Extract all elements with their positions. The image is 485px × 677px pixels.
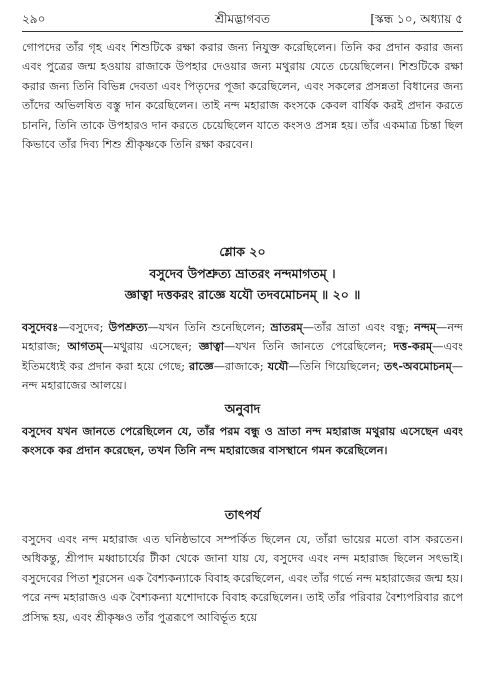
- synonym-term: তৎ-অবমোচনম্: [384, 358, 452, 373]
- synonym-term: যযৌ: [267, 358, 289, 373]
- synonym-meaning: —মথুরায় এসেছেন;: [102, 340, 199, 354]
- purport-title: তাৎপর্য: [224, 507, 261, 522]
- intro-paragraph: গোপদের তাঁর গৃহ এবং শিশুটিকে রক্ষা করার জন্য নিযুক্ত করেছিলেন। তিনি কর প্রদান করার জন্য এবং পুত্রের জন্ম হওয়ায় রাজাকে উপহার দেওয়ার জন্য মথুরায় যেতে চেয়েছিলেন। শিশুটিকে রক্ষা করার জন্য তিনি বিভিন্ন দেবতা এবং পিতৃদের পূজা করেছিলেন, এবং সকলের প্রসন্নতা বিধানের জন্য তাঁদের অভিলষিত বস্তু দান করেছিলেন। তাই নন্দ মহারাজ কংসকে কেবল বার্ষিক করই প্রদান করতে চাননি, তিনি তাকে উপহারও দান করতে চেয়েছিলেন যাতে কংসও প্রসন্ন হয়। তাঁর একমাত্র চিন্তা ছিল কিভাবে তাঁর দিব্য শিশু শ্রীকৃষ্ণকে তিনি রক্ষা করবেন।: [22, 41, 463, 152]
- purport-text: বসুদেব এবং নন্দ মহারাজ এত ঘনিষ্ঠভাবে সম্পর্কিত ছিলেন যে, তাঁরা ভায়ের মতো বাস করতেন। অধিকন্তু, শ্রীপাদ মধ্বাচার্যের টীকা থেকে জানা যায় যে, বসুদেব এবং নন্দ মহারাজ ছিলেন সৎভাই। বসুদেবের পিতা শূরসেন এক বৈশ্যকন্যাকে বিবাহ করেছিলেন, এবং তাঁর গর্ভে নন্দ মহারাজের জন্ম হয়। পরে নন্দ মহারাজও এক বৈশ্যকন্যা যশোদাকে বিবাহ করেছিলেন। তাই তাঁর পরিবার বৈশ্যপরিবার রূপে প্রসিদ্ধ হয়, এবং শ্রীকৃষ্ণও তাঁর পুত্ররূপে আবির্ভূত হয়ে: [22, 533, 463, 624]
- synonym-meaning: —নন্দ মহারাজ;: [22, 321, 463, 354]
- synonym-term: রাজ্ঞে: [189, 358, 214, 373]
- chapter-reference: [স্কন্ধ ১০, অধ্যায় ৫: [370, 12, 463, 26]
- header-rule: [22, 31, 463, 32]
- synonym-meaning: —যখন তিনি জানতে পেরেছিলেন;: [224, 340, 394, 354]
- synonym-term: আগতম্: [67, 339, 103, 354]
- synonym-meaning: —এবং ইতিমধ্যেই কর প্রদান করা হয়ে গেছে;: [22, 340, 463, 373]
- running-header: [22, 8, 463, 30]
- translation-title: অনুবাদ: [224, 401, 261, 416]
- synonym-meaning: —তাঁর ভ্রাতা এবং বন্ধু;: [302, 321, 415, 334]
- synonym-term: দত্ত-করম্: [393, 339, 433, 354]
- synonym-term: ভ্রাতরম্: [270, 320, 303, 334]
- synonym-term: বসুদেবঃ: [22, 320, 59, 334]
- page-number: ২৯০: [22, 12, 46, 26]
- synonym-meaning: —যখন তিনি শুনেছিলেন;: [147, 321, 271, 334]
- synonym-meaning: —নন্দ মহারাজের আলয়ে।: [22, 359, 463, 393]
- verse-line-1: বসুদেব উপশ্রুত্য ভ্রাতরং নন্দমাগতম্ ।: [149, 266, 336, 281]
- translation-block: [22, 422, 463, 461]
- book-title: শ্রীমদ্ভাগবত: [214, 12, 270, 26]
- synonym-meaning: —তিনি গিয়েছিলেন;: [288, 359, 384, 373]
- synonym-term: উপশ্রুত্য: [108, 320, 148, 334]
- translation-text: বসুদেব যখন জানতে পেরেছিলেন যে, তাঁর পরম বন্ধু ও ভ্রাতা নন্দ মহারাজ মথুরায় এসেছেন এবং কংসকে কর প্রদান করেছেন, তখন তিনি নন্দ মহারাজের বাসস্থানে গমন করেছিলেন।: [22, 424, 463, 458]
- synonym-term: নন্দম্: [414, 320, 437, 334]
- verse-title: শ্লোক ২০: [219, 244, 266, 259]
- word-for-word: [22, 318, 463, 396]
- synonym-meaning: —বসুদেব;: [58, 321, 109, 334]
- purport-block: [22, 530, 463, 627]
- word-for-word-paragraph: [22, 318, 463, 396]
- intro-block: [22, 38, 463, 154]
- synonym-term: জ্ঞাত্বা: [198, 339, 225, 354]
- verse-line-2: জ্ঞাত্বা দত্তকরং রাজ্ঞে যযৌ তদবমোচনম্ ॥ ২০ ॥: [124, 287, 361, 302]
- verse-text: [0, 263, 485, 305]
- synonym-meaning: —রাজাকে;: [213, 359, 268, 373]
